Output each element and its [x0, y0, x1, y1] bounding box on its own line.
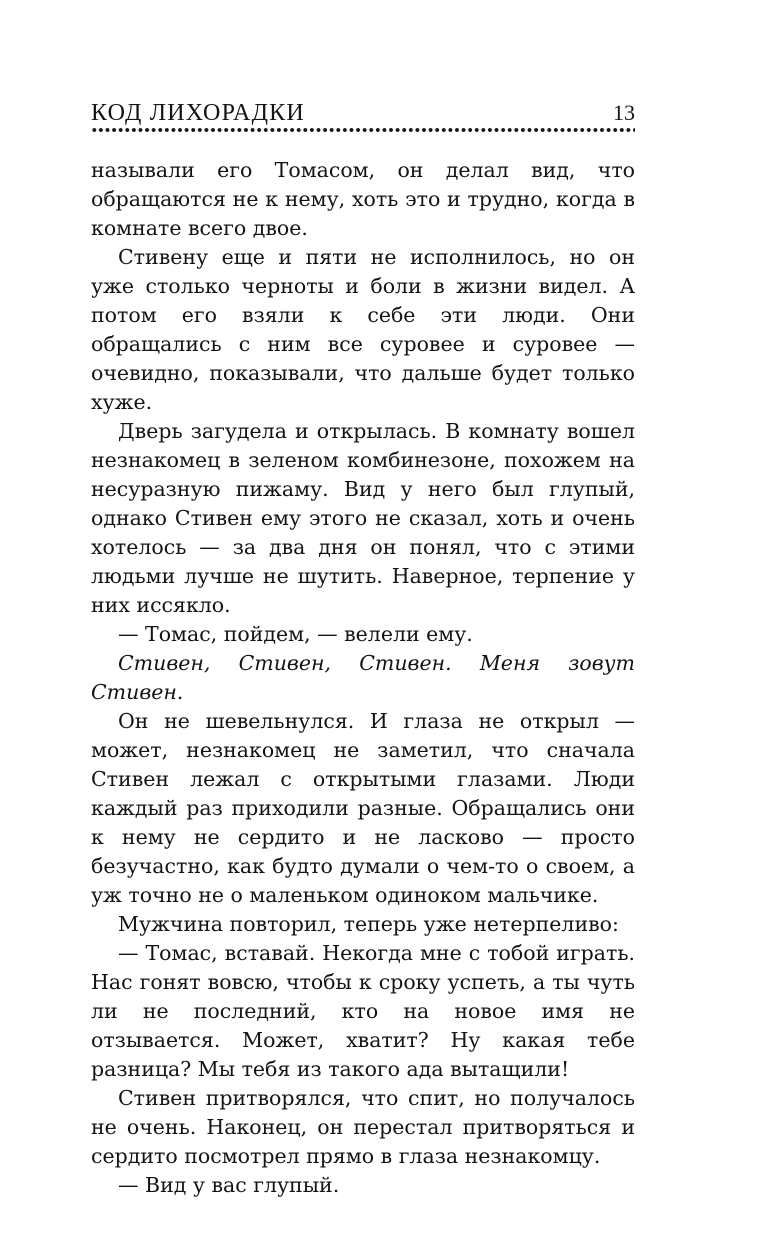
text-body [91, 156, 635, 1200]
running-header [91, 98, 635, 128]
paragraph: Дверь загудела и открылась. В комнату вошел незнакомец в зеленом комбинезоне, похожем на несуразную пижаму. Вид у него был глупый, однако Стивен ему этого не сказал, хоть и очень хотелось — за два дня он понял, что с этими людьми лучше не шутить. Наверное, терпение у них иссякло. [91, 419, 635, 617]
book-title: КОД ЛИХОРАДКИ [91, 100, 305, 126]
paragraph: Он не шевельнулся. И глаза не открыл — может, незнакомец не заметил, что сначала Стивен лежал с открытыми глазами. Люди каждый раз приходили разные. Обращались они к нему не сердито и не ласково — просто безучастно, как будто думали о чем-то о своем, а уж точно не о маленьком одиноком мальчике. [91, 709, 635, 907]
paragraph-continued: называли его Томасом, он делал вид, что обращаются не к нему, хоть это и трудно, когда в комнате всего двое. [91, 158, 635, 240]
italic-thought-line: Стивен, Стивен, Стивен. Меня зовут Стивен. [91, 651, 635, 704]
paragraph: Стивену еще и пяти не исполнилось, но он уже столько черноты и боли в жизни видел. А потом его взяли к себе эти люди. Они обращались с ним все суровее и суровее — очевидно, показывали, что дальше будет только хуже. [91, 245, 635, 414]
paragraph: Стивен притворялся, что спит, но получалось не очень. Наконец, он перестал притворяться и сердито посмотрел прямо в глаза незнакомцу. [91, 1086, 635, 1168]
dialogue-line: — Томас, вставай. Некогда мне с тобой играть. Нас гонят вовсю, чтобы к сроку успеть, а ты чуть ли не последний, кто на новое имя не отзывается. Может, хватит? Ну какая тебе разница? Мы тебя из такого ада вытащили! [91, 941, 635, 1081]
dialogue-line: — Томас, пойдем, — велели ему. [118, 622, 473, 646]
page-number: 13 [613, 100, 635, 125]
dotted-divider [91, 126, 635, 134]
dialogue-line: — Вид у вас глупый. [118, 1173, 340, 1197]
paragraph: Мужчина повторил, теперь уже нетерпеливо: [118, 912, 619, 936]
